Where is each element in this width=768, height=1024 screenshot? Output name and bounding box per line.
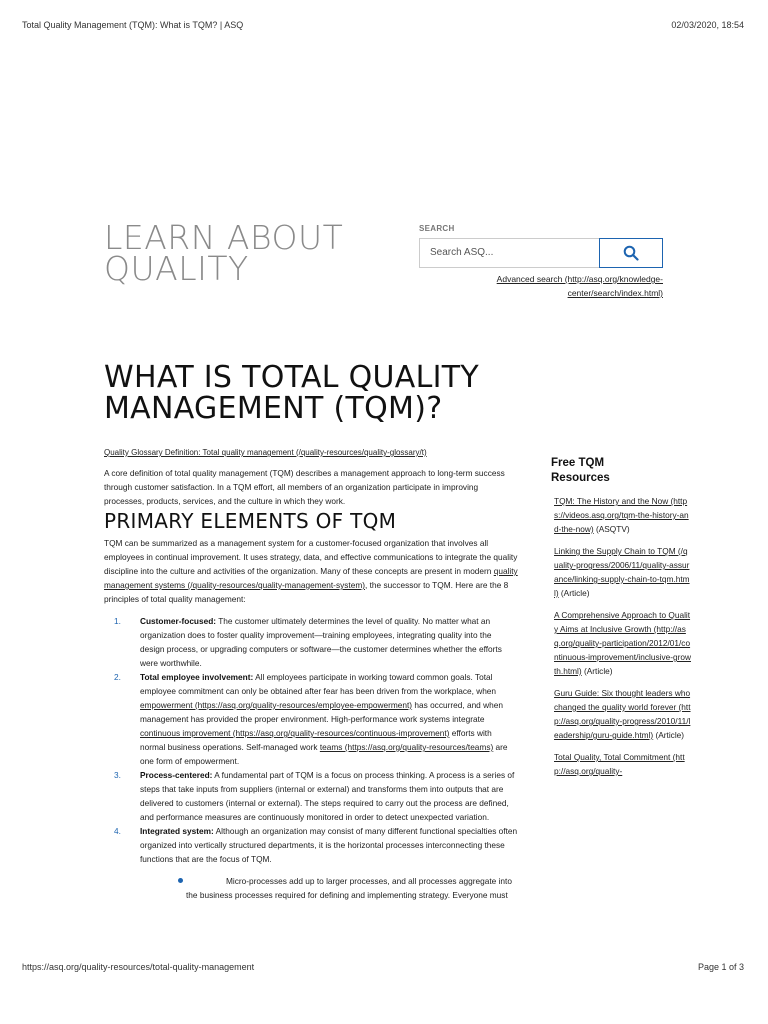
learn-about-quality-heading: [104, 218, 344, 288]
sidebar-heading: [551, 456, 701, 486]
principle-text: efforts with normal business operations. Self-managed work: [140, 728, 492, 752]
bullet-dot-icon: [178, 878, 183, 883]
sidebar-item-guru-guide: [551, 686, 692, 742]
search-icon: [623, 245, 639, 261]
intro-paragraph: A core definition of total quality management (TQM) describes a management approach to long-term success through customer satisfaction. In a TQM effort, all members of an organization participate in improving processes, products, services, and the culture in which they work.: [104, 468, 505, 506]
teams-link[interactable]: teams (https://asq.org/quality-resources/teams): [319, 742, 494, 752]
principle-label: Process-centered:: [140, 770, 213, 780]
resource-type: (Article): [581, 666, 613, 676]
list-item: [104, 614, 518, 670]
sidebar-heading-line-1: Free TQM: [551, 457, 605, 469]
qms-link[interactable]: quality management systems (/quality-resources/quality-management-system): [104, 566, 518, 590]
principle-text: Although an organization may consist of many different functional specialties often organized into vertically structured departments, it is the horizontal processes interconnecting these functions that are the focus of TQM.: [140, 826, 518, 864]
sidebar-resources: [551, 456, 701, 786]
sidebar-item-inclusive-growth: [551, 608, 692, 678]
sub-bullet-list: [140, 874, 518, 902]
sidebar-heading-line-2: Resources: [551, 472, 610, 484]
print-header-title: Total Quality Management (TQM): What is TQM? | ASQ: [22, 20, 244, 30]
list-number: 1.: [114, 616, 121, 626]
glossary-link[interactable]: Quality Glossary Definition: Total quality management (/quality-resources/quality-glossary/t): [104, 448, 427, 457]
principle-label: Total employee involvement:: [140, 672, 254, 682]
resource-type: (Article): [653, 730, 685, 740]
principle-label: Integrated system:: [140, 826, 214, 836]
primary-paragraph: [104, 536, 518, 606]
list-number: 2.: [114, 672, 121, 682]
resource-type: (Article): [558, 588, 590, 598]
resource-type: (ASQTV): [593, 524, 630, 534]
principles-list: [104, 614, 518, 902]
sub-bullet-text: Micro-processes add up to larger processes, and all processes aggregate into the business processes required for defining and implementing strategy. Everyone must: [186, 876, 512, 900]
print-footer-page: Page 1 of 3: [697, 962, 744, 972]
resource-link[interactable]: Total Quality, Total Commitment (http://asq.org/quality-: [554, 752, 685, 776]
primary-para-text-1: TQM can be summarized as a management system for a customer-focused organization that involves all employees in continual improvement. It uses strategy, data, and effective communications to integrate the quality discipline into the culture and activities of the organization. Many of these concepts are present in modern: [104, 538, 518, 576]
list-item: [104, 824, 518, 902]
empowerment-link[interactable]: empowerment (https://asq.org/quality-resources/employee-empowerment): [140, 700, 413, 710]
page-title-line-2: MANAGEMENT (TQM)?: [104, 391, 443, 426]
sub-bullet-item: [140, 874, 518, 902]
resource-link[interactable]: TQM: The History and the Now (https://videos.asq.org/tqm-the-history-and-the-now): [554, 496, 689, 534]
page-title-line-1: WHAT IS TOTAL QUALITY: [104, 360, 480, 395]
advanced-search-link-cont[interactable]: center/search/index.html): [567, 288, 663, 298]
list-item: [104, 768, 518, 824]
principle-text: A fundamental part of TQM is a focus on process thinking. A process is a series of steps that take inputs from suppliers (internal or external) and transforms them into outputs that are delivered to customers (internal or external). The steps required to carry out the process are defined, and performance measures are continuously monitored in order to detect unexpected variation.: [140, 770, 515, 822]
primary-para-text-2: , the successor to TQM. Here are the 8 principles of total quality management:: [104, 580, 509, 604]
continuous-improvement-link[interactable]: continuous improvement (https://asq.org/quality-resources/continuous-improvement): [140, 728, 450, 738]
advanced-search: [453, 272, 663, 300]
principle-label: Customer-focused:: [140, 616, 217, 626]
search-label: SEARCH: [419, 224, 455, 233]
principle-text: are one form of empowerment.: [140, 742, 508, 766]
primary-elements-heading: PRIMARY ELEMENTS OF TQM: [104, 509, 397, 533]
resource-link[interactable]: Linking the Supply Chain to TQM (/quality-progress/2006/11/quality-assurance/linking-supply-chain-to-tqm.html): [554, 546, 690, 598]
page-title: [104, 362, 479, 424]
resource-link[interactable]: A Comprehensive Approach to Quality Aims at Inclusive Growth (http://asq.org/quality-participation/2012/01/continuous-improvement/inclusive-growth.html): [554, 610, 691, 676]
principle-text: All employees participate in working toward common goals. Total employee commitment can only be obtained after fear has been driven from the workplace, when: [140, 672, 497, 696]
sidebar-item-total-commitment: [551, 750, 692, 778]
list-number: 4.: [114, 826, 121, 836]
advanced-search-link[interactable]: Advanced search (http://asq.org/knowledge-: [496, 274, 663, 284]
principle-text: has occurred, and when management has provided the proper environment. High-performance work systems integrate: [140, 700, 503, 724]
sidebar-item-supply-chain: [551, 544, 692, 600]
print-header-datetime: 02/03/2020, 18:54: [671, 20, 744, 30]
search-button[interactable]: [599, 238, 663, 268]
learn-heading-line-1: LEARN ABOUT: [104, 218, 344, 257]
resource-link[interactable]: Guru Guide: Six thought leaders who changed the quality world forever (http://asq.org/quality-progress/2010/11/leadership/guru-guide.html): [554, 688, 691, 740]
principle-text: The customer ultimately determines the level of quality. No matter what an organization does to foster quality improvement—training employees, integrating quality into the design process, or upgrading computers or software—the customer determines whether the efforts were worthwhile.: [140, 616, 502, 668]
print-footer-url: https://asq.org/quality-resources/total-quality-management: [22, 962, 255, 972]
learn-heading-line-2: QUALITY: [104, 249, 249, 288]
list-number: 3.: [114, 770, 121, 780]
list-item: [104, 670, 518, 768]
sidebar-item-history: [551, 494, 692, 536]
main-content: [104, 446, 518, 902]
search-input[interactable]: Search ASQ...: [419, 238, 600, 268]
